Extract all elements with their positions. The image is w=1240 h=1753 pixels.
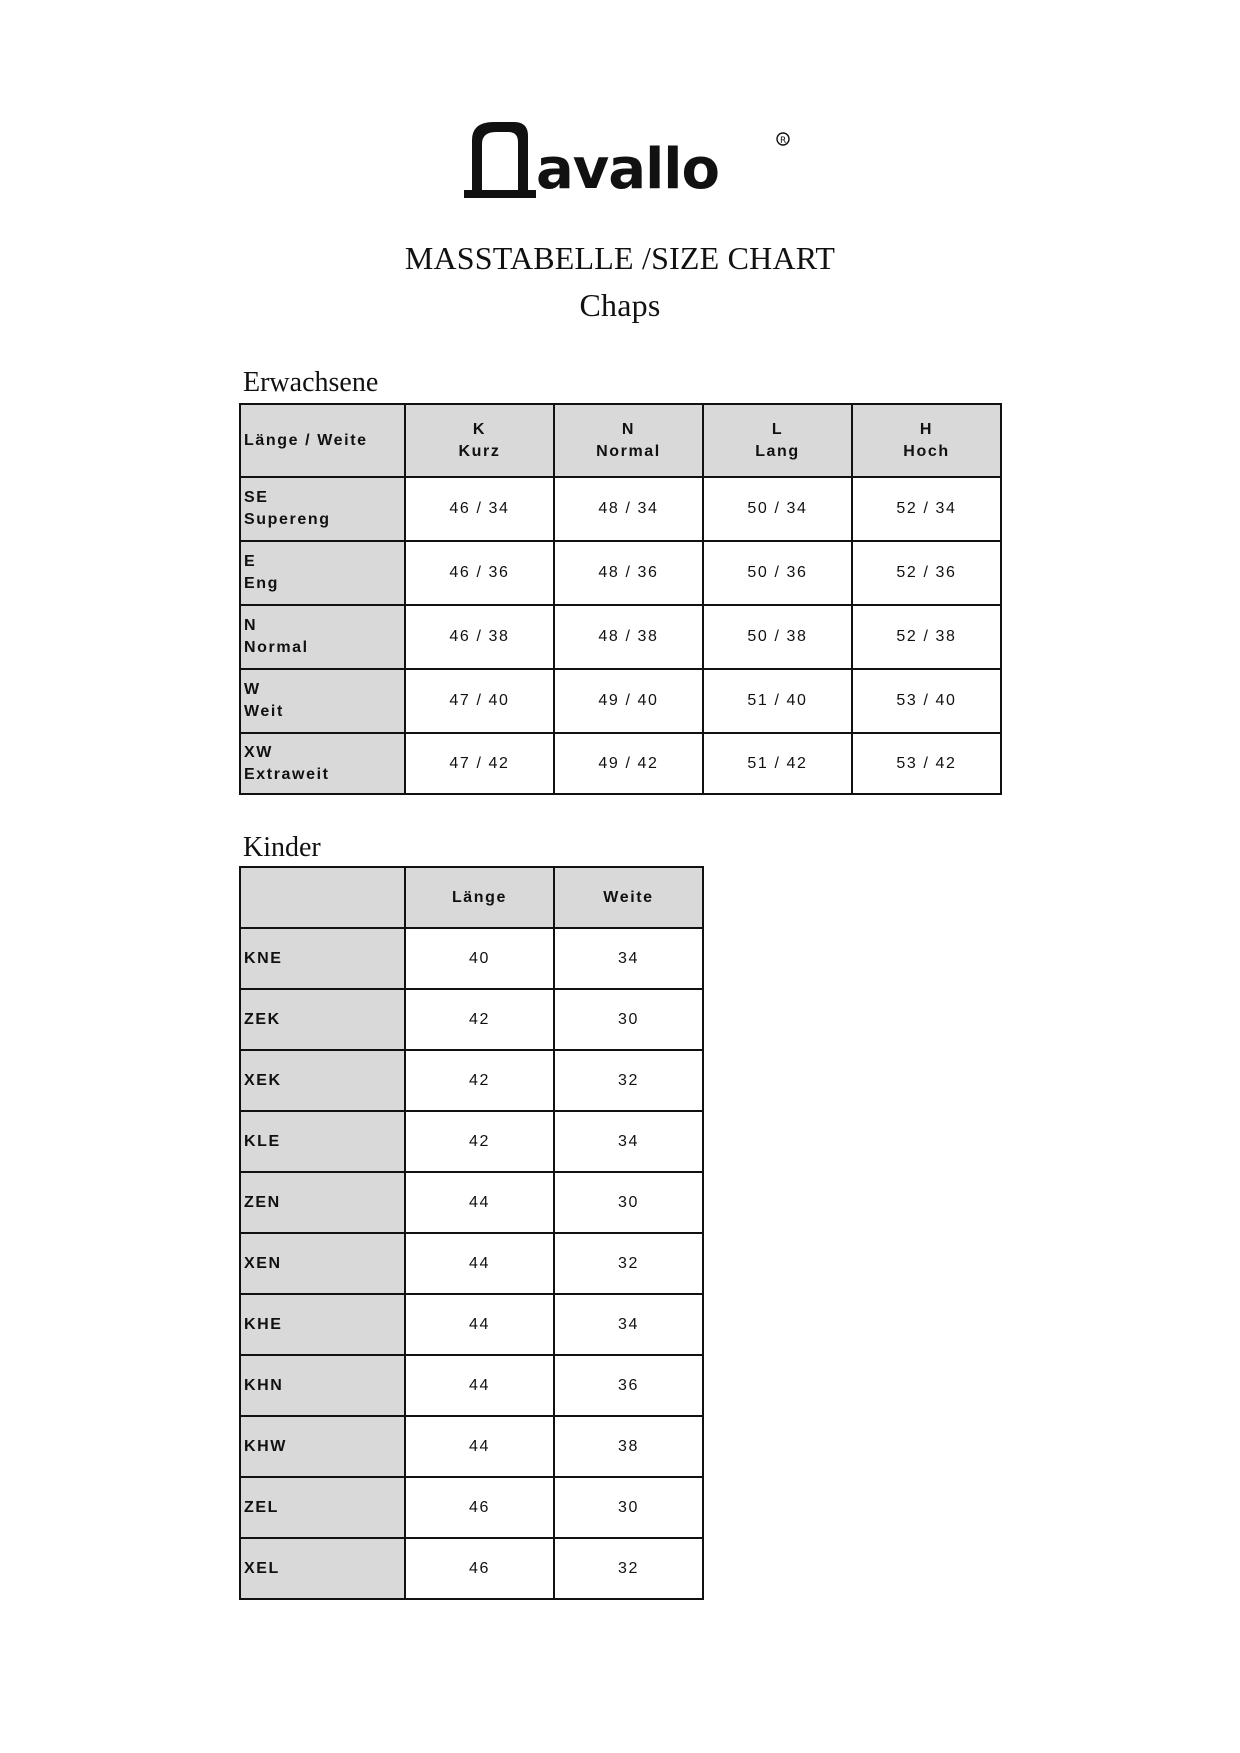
adults-size-table	[239, 403, 1002, 795]
table-cell: 40	[405, 928, 554, 989]
kids-size-table	[239, 866, 704, 1600]
table-cell: 48 / 38	[554, 605, 703, 669]
table-cell: 53 / 42	[852, 733, 1001, 794]
table-cell: 49 / 42	[554, 733, 703, 794]
table-row	[240, 733, 1001, 794]
table-cell: 44	[405, 1355, 554, 1416]
table-cell: 50 / 36	[703, 541, 852, 605]
table-cell: 47 / 42	[405, 733, 554, 794]
table-cell: 46 / 34	[405, 477, 554, 541]
row-header: KHW	[240, 1416, 405, 1477]
row-header: KLE	[240, 1111, 405, 1172]
logo-wordmark: avallo	[536, 137, 719, 202]
table-cell: 50 / 34	[703, 477, 852, 541]
row-header: W Weit	[240, 669, 405, 733]
section-label-kids: Kinder	[243, 832, 321, 863]
table-cell: 32	[554, 1538, 703, 1599]
row-header: ZEK	[240, 989, 405, 1050]
table-cell: 42	[405, 1111, 554, 1172]
table-cell: 32	[554, 1233, 703, 1294]
table-cell: 34	[554, 1111, 703, 1172]
table-header-row	[240, 404, 1001, 477]
row-header: E Eng	[240, 541, 405, 605]
table-row	[240, 477, 1001, 541]
table-cell: 42	[405, 989, 554, 1050]
row-header: XEL	[240, 1538, 405, 1599]
table-cell: 46	[405, 1477, 554, 1538]
table-cell: 36	[554, 1355, 703, 1416]
column-header: K Kurz	[405, 404, 554, 477]
table-cell: 38	[554, 1416, 703, 1477]
svg-text:R: R	[780, 136, 787, 146]
table-cell: 46 / 36	[405, 541, 554, 605]
table-row	[240, 1050, 703, 1111]
table-row	[240, 989, 703, 1050]
table-cell: 44	[405, 1233, 554, 1294]
column-header: Länge	[405, 867, 554, 928]
table-cell: 49 / 40	[554, 669, 703, 733]
table-row	[240, 1416, 703, 1477]
cavallo-logo-mark	[462, 118, 792, 206]
row-header: SE Supereng	[240, 477, 405, 541]
table-row	[240, 1477, 703, 1538]
table-cell: 32	[554, 1050, 703, 1111]
table-cell: 52 / 34	[852, 477, 1001, 541]
table-row	[240, 1172, 703, 1233]
row-header: KHE	[240, 1294, 405, 1355]
table-row	[240, 1538, 703, 1599]
table-row	[240, 928, 703, 989]
row-header: XEN	[240, 1233, 405, 1294]
row-header: XEK	[240, 1050, 405, 1111]
table-row	[240, 1294, 703, 1355]
brand-logo	[462, 118, 792, 206]
column-header: H Hoch	[852, 404, 1001, 477]
table-cell: 52 / 36	[852, 541, 1001, 605]
table-cell: 30	[554, 1477, 703, 1538]
column-header: L Lang	[703, 404, 852, 477]
row-header: ZEL	[240, 1477, 405, 1538]
corner-cell: Länge / Weite	[240, 404, 405, 477]
table-cell: 51 / 42	[703, 733, 852, 794]
table-cell: 30	[554, 1172, 703, 1233]
table-cell: 53 / 40	[852, 669, 1001, 733]
table-cell: 44	[405, 1294, 554, 1355]
table-cell: 46 / 38	[405, 605, 554, 669]
corner-cell	[240, 867, 405, 928]
table-cell: 47 / 40	[405, 669, 554, 733]
table-row	[240, 669, 1001, 733]
table-row	[240, 1233, 703, 1294]
table-cell: 30	[554, 989, 703, 1050]
table-cell: 52 / 38	[852, 605, 1001, 669]
column-header: Weite	[554, 867, 703, 928]
table-row	[240, 541, 1001, 605]
table-cell: 44	[405, 1416, 554, 1477]
row-header: N Normal	[240, 605, 405, 669]
document-subtitle: Chaps	[579, 287, 661, 323]
table-cell: 34	[554, 1294, 703, 1355]
table-cell: 34	[554, 928, 703, 989]
table-row	[240, 1355, 703, 1416]
section-label-adults: Erwachsene	[243, 367, 379, 398]
row-header: KNE	[240, 928, 405, 989]
column-header: N Normal	[554, 404, 703, 477]
table-cell: 48 / 34	[554, 477, 703, 541]
table-cell: 51 / 40	[703, 669, 852, 733]
table-cell: 46	[405, 1538, 554, 1599]
table-cell: 44	[405, 1172, 554, 1233]
table-row	[240, 605, 1001, 669]
table-cell: 50 / 38	[703, 605, 852, 669]
table-cell: 42	[405, 1050, 554, 1111]
table-row	[240, 1111, 703, 1172]
table-cell: 48 / 36	[554, 541, 703, 605]
table-header-row	[240, 867, 703, 928]
row-header: XW Extraweit	[240, 733, 405, 794]
row-header: ZEN	[240, 1172, 405, 1233]
row-header: KHN	[240, 1355, 405, 1416]
document-title: MASSTABELLE /SIZE CHART	[404, 240, 836, 276]
